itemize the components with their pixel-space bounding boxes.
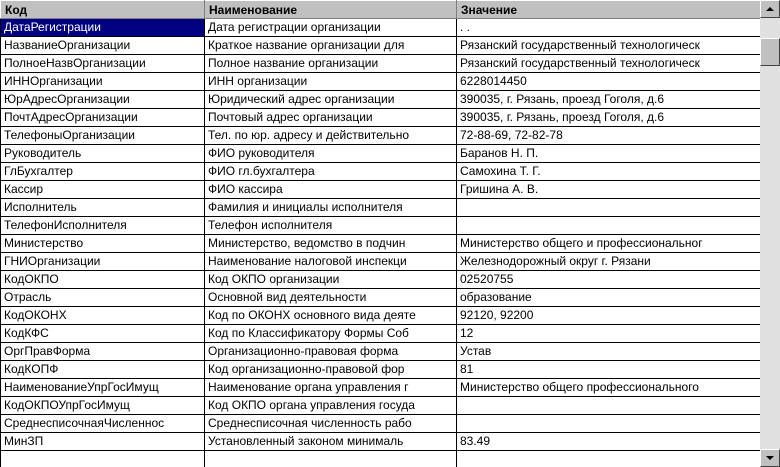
table-row[interactable] xyxy=(1,235,761,253)
cell-name[interactable]: Основной вид деятельности xyxy=(205,289,457,307)
cell-value[interactable]: 6228014450 xyxy=(457,73,761,91)
cell-code[interactable]: КодКФС xyxy=(1,325,205,343)
table-row[interactable] xyxy=(1,343,761,361)
cell-name[interactable]: Код ОКПО органа управления госуда xyxy=(205,397,457,415)
cell-code[interactable]: КодКОПФ xyxy=(1,361,205,379)
cell-code[interactable]: КодОКОНХ xyxy=(1,307,205,325)
table-row[interactable] xyxy=(1,55,761,73)
arrow-down-icon xyxy=(766,456,774,460)
table-row[interactable] xyxy=(1,289,761,307)
cell-code[interactable]: ОргПравФорма xyxy=(1,343,205,361)
cell-value[interactable] xyxy=(457,397,761,415)
header-row xyxy=(1,1,761,19)
cell-value[interactable]: 83.49 xyxy=(457,433,761,451)
cell-value[interactable]: 390035, г. Рязань, проезд Гоголя, д.6 xyxy=(457,91,761,109)
cell-value[interactable]: 92120, 92200 xyxy=(457,307,761,325)
cell-code[interactable]: КодОКПОУпрГосИмущ xyxy=(1,397,205,415)
cell-name[interactable]: Наименование органа управления г xyxy=(205,379,457,397)
cell-code[interactable]: Руководитель xyxy=(1,145,205,163)
cell-code[interactable]: МинЗП xyxy=(1,433,205,451)
cell-value[interactable] xyxy=(457,451,761,467)
table-row[interactable] xyxy=(1,397,761,415)
cell-name[interactable]: Наименование налоговой инспекци xyxy=(205,253,457,271)
column-header-code[interactable]: Код xyxy=(1,1,205,19)
cell-code[interactable]: КодОКПО xyxy=(1,271,205,289)
cell-code[interactable]: Министерство xyxy=(1,235,205,253)
cell-value[interactable] xyxy=(457,199,761,217)
cell-name[interactable]: Тел. по юр. адресу и действительно xyxy=(205,127,457,145)
table-row[interactable] xyxy=(1,307,761,325)
column-header-name[interactable]: Наименование xyxy=(205,1,457,19)
cell-name[interactable]: Установленный законом минималь xyxy=(205,433,457,451)
table-row[interactable] xyxy=(1,109,761,127)
cell-code[interactable]: ТелефоныОрганизации xyxy=(1,127,205,145)
cell-value[interactable]: образование xyxy=(457,289,761,307)
cell-code[interactable]: Отрасль xyxy=(1,289,205,307)
table-row[interactable] xyxy=(1,451,761,467)
cell-name[interactable]: Юридический адрес организации xyxy=(205,91,457,109)
scroll-up-button[interactable] xyxy=(760,0,780,18)
cell-value[interactable]: 81 xyxy=(457,361,761,379)
table-row[interactable] xyxy=(1,199,761,217)
cell-value[interactable] xyxy=(457,217,761,235)
column-header-value[interactable]: Значение xyxy=(457,1,761,19)
table-row[interactable] xyxy=(1,91,761,109)
vertical-scrollbar[interactable] xyxy=(760,0,780,467)
table-row[interactable] xyxy=(1,433,761,451)
cell-code[interactable] xyxy=(1,451,205,467)
cell-name[interactable]: ФИО кассира xyxy=(205,181,457,199)
cell-name[interactable] xyxy=(205,451,457,467)
cell-value[interactable]: 72-88-69, 72-82-78 xyxy=(457,127,761,145)
table-row[interactable] xyxy=(1,253,761,271)
cell-value[interactable]: Рязанский государственный технологическ xyxy=(457,37,761,55)
table-row[interactable] xyxy=(1,361,761,379)
scroll-down-button[interactable] xyxy=(760,449,780,467)
cell-name[interactable]: Код по ОКОНХ основного вида деяте xyxy=(205,307,457,325)
cell-name[interactable]: Дата регистрации организации xyxy=(205,19,457,37)
cell-code[interactable]: ГНИОрганизации xyxy=(1,253,205,271)
cell-value[interactable] xyxy=(457,415,761,433)
table-row[interactable] xyxy=(1,325,761,343)
cell-code[interactable]: Кассир xyxy=(1,181,205,199)
cell-name[interactable]: Телефон исполнителя xyxy=(205,217,457,235)
cell-value[interactable]: Устав xyxy=(457,343,761,361)
cell-value[interactable]: 02520755 xyxy=(457,271,761,289)
cell-name[interactable]: Код ОКПО организации xyxy=(205,271,457,289)
cell-name[interactable]: Организационно-правовая форма xyxy=(205,343,457,361)
table-row[interactable] xyxy=(1,217,761,235)
cell-code[interactable]: ПолноеНазвОрганизации xyxy=(1,55,205,73)
cell-name[interactable]: Почтовый адрес организации xyxy=(205,109,457,127)
scroll-thumb[interactable] xyxy=(760,38,780,66)
table-row[interactable] xyxy=(1,181,761,199)
cell-name[interactable]: ФИО гл.бухгалтера xyxy=(205,163,457,181)
cell-code[interactable]: ТелефонИсполнителя xyxy=(1,217,205,235)
table-row[interactable] xyxy=(1,37,761,55)
cell-name[interactable]: ФИО руководителя xyxy=(205,145,457,163)
cell-value[interactable]: Министерство общего профессионального xyxy=(457,379,761,397)
table-row[interactable] xyxy=(1,271,761,289)
cell-value[interactable]: Железнодорожный округ г. Рязани xyxy=(457,253,761,271)
table-row[interactable] xyxy=(1,127,761,145)
table-row[interactable] xyxy=(1,379,761,397)
table-row[interactable] xyxy=(1,163,761,181)
cell-value[interactable]: 12 xyxy=(457,325,761,343)
cell-name[interactable]: Министерство, ведомство в подчин xyxy=(205,235,457,253)
cell-code[interactable]: НазваниеОрганизации xyxy=(1,37,205,55)
table-row[interactable] xyxy=(1,73,761,91)
cell-value[interactable]: Гришина А. В. xyxy=(457,181,761,199)
cell-code[interactable]: НаименованиеУпрГосИмущ xyxy=(1,379,205,397)
cell-value[interactable]: 390035, г. Рязань, проезд Гоголя, д.6 xyxy=(457,109,761,127)
cell-name[interactable]: Среднесписочная численность рабо xyxy=(205,415,457,433)
cell-code[interactable]: Исполнитель xyxy=(1,199,205,217)
cell-code[interactable]: ИННОрганизации xyxy=(1,73,205,91)
cell-name[interactable]: Полное название организации xyxy=(205,55,457,73)
table-row[interactable] xyxy=(1,145,761,163)
cell-value[interactable]: Баранов Н. П. xyxy=(457,145,761,163)
cell-name[interactable]: Код по Классификатору Формы Соб xyxy=(205,325,457,343)
cell-code[interactable]: ДатаРегистрации xyxy=(1,19,205,37)
table-row[interactable] xyxy=(1,415,761,433)
cell-name[interactable]: Код организационно-правовой фор xyxy=(205,361,457,379)
cell-value[interactable]: Самохина Т. Г. xyxy=(457,163,761,181)
cell-name[interactable]: Краткое название организации для xyxy=(205,37,457,55)
table-row[interactable] xyxy=(1,19,761,37)
cell-value[interactable]: . . xyxy=(457,19,761,37)
cell-name[interactable]: Фамилия и инициалы исполнителя xyxy=(205,199,457,217)
cell-code[interactable]: ГлБухгалтер xyxy=(1,163,205,181)
cell-name[interactable]: ИНН организации xyxy=(205,73,457,91)
cell-value[interactable]: Министерство общего и профессиональног xyxy=(457,235,761,253)
cell-value[interactable]: Рязанский государственный технологическ xyxy=(457,55,761,73)
arrow-up-icon xyxy=(766,7,774,11)
cell-code[interactable]: ПочтАдресОрганизации xyxy=(1,109,205,127)
cell-code[interactable]: СреднесписочнаяЧисленнос xyxy=(1,415,205,433)
cell-code[interactable]: ЮрАдресОрганизации xyxy=(1,91,205,109)
